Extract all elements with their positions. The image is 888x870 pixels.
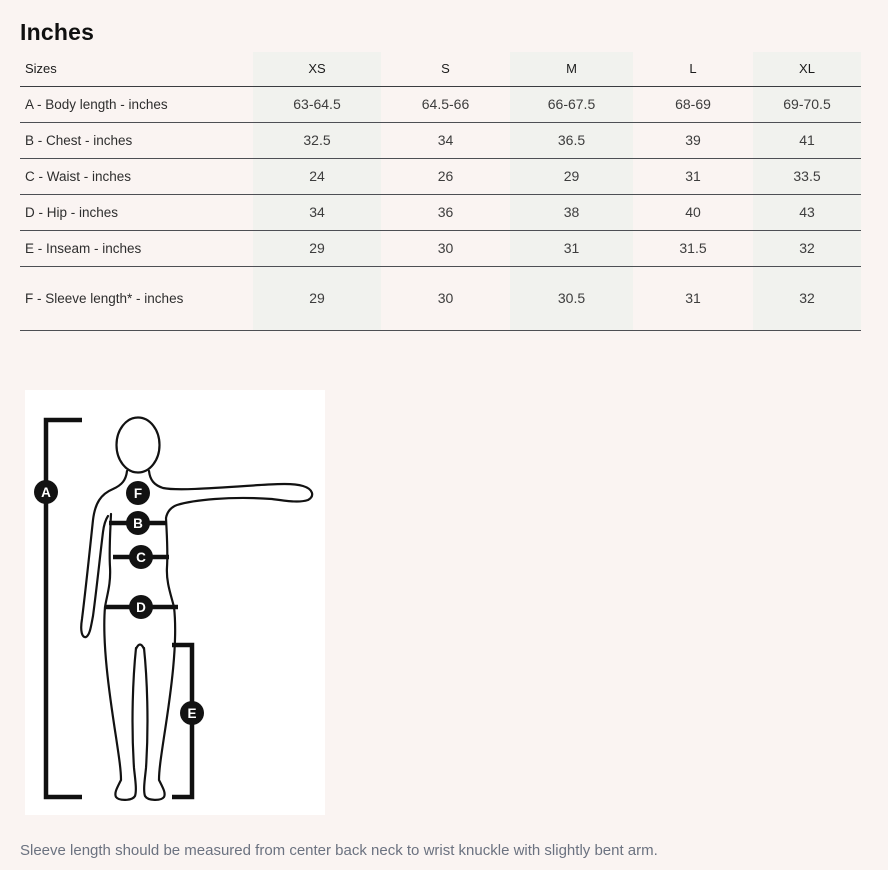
row-label: E - Inseam - inches <box>25 240 142 256</box>
cell-xl: 43 <box>753 194 861 230</box>
cell-l: 68-69 <box>675 96 711 112</box>
figure-body <box>81 471 312 800</box>
badge-a <box>34 480 58 504</box>
cell-m: 66-67.5 <box>510 86 633 122</box>
column-header-xl: XL <box>753 52 861 86</box>
measurement-marks <box>46 420 192 797</box>
cell-m: 29 <box>510 158 633 194</box>
table-row-sleeve-length <box>20 266 861 330</box>
cell-s: 30 <box>437 240 454 256</box>
column-header-sizes: Sizes <box>25 61 57 77</box>
cell-xl: 32 <box>753 230 861 266</box>
cell-l: 39 <box>685 132 701 148</box>
column-header-m: M <box>510 52 633 86</box>
measurement-badges <box>34 480 204 725</box>
cell-xs: 63-64.5 <box>253 86 381 122</box>
cell-xl: 32 <box>753 266 861 330</box>
cell-s: 64.5-66 <box>421 96 470 112</box>
badge-d <box>129 595 153 619</box>
row-label: B - Chest - inches <box>25 132 133 148</box>
body-length-bracket-a <box>46 420 82 797</box>
cell-m: 30.5 <box>510 266 633 330</box>
cell-xs: 24 <box>253 158 381 194</box>
cell-s: 36 <box>437 204 454 220</box>
badge-c <box>129 545 153 569</box>
badge-e-letter: E <box>187 705 197 721</box>
cell-xl: 69-70.5 <box>753 86 861 122</box>
cell-l: 40 <box>685 204 701 220</box>
badge-b-letter: B <box>133 515 143 531</box>
cell-xl: 33.5 <box>753 158 861 194</box>
cell-s: 34 <box>437 132 454 148</box>
row-label: C - Waist - inches <box>25 168 132 184</box>
table-row-hip <box>20 194 861 230</box>
figure-head <box>117 418 160 473</box>
badge-e <box>180 701 204 725</box>
body-measurement-figure-svg <box>25 390 325 815</box>
table-row-body-length <box>20 86 861 122</box>
badge-c-letter: C <box>136 549 146 565</box>
page-title: Inches <box>20 19 95 45</box>
measurement-diagram <box>25 390 325 815</box>
row-label: F - Sleeve length* - inches <box>25 290 184 306</box>
cell-xs: 34 <box>253 194 381 230</box>
badge-f <box>126 481 150 505</box>
table-row-waist <box>20 158 861 194</box>
cell-xs: 32.5 <box>253 122 381 158</box>
cell-m: 38 <box>510 194 633 230</box>
table-row-inseam <box>20 230 861 266</box>
size-chart-table <box>20 52 861 331</box>
table-row-chest <box>20 122 861 158</box>
cell-xl: 41 <box>753 122 861 158</box>
cell-xs: 29 <box>253 230 381 266</box>
column-header-l: L <box>689 61 697 77</box>
cell-l: 31 <box>685 290 701 306</box>
badge-a-letter: A <box>41 484 51 500</box>
row-label: A - Body length - inches <box>25 96 168 112</box>
sleeve-length-footnote: Sleeve length should be measured from center back neck to wrist knuckle with slightly bent arm. <box>20 842 658 859</box>
cell-l: 31.5 <box>679 240 707 256</box>
badge-f-letter: F <box>133 485 143 501</box>
cell-xs: 29 <box>253 266 381 330</box>
cell-s: 30 <box>437 290 454 306</box>
cell-s: 26 <box>437 168 454 184</box>
column-header-xs: XS <box>253 52 381 86</box>
table-header-row <box>20 52 861 86</box>
badge-d-letter: D <box>136 599 146 615</box>
cell-m: 36.5 <box>510 122 633 158</box>
column-header-s: S <box>441 61 450 77</box>
badge-b <box>126 511 150 535</box>
cell-l: 31 <box>685 168 701 184</box>
row-label: D - Hip - inches <box>25 204 119 220</box>
cell-m: 31 <box>510 230 633 266</box>
